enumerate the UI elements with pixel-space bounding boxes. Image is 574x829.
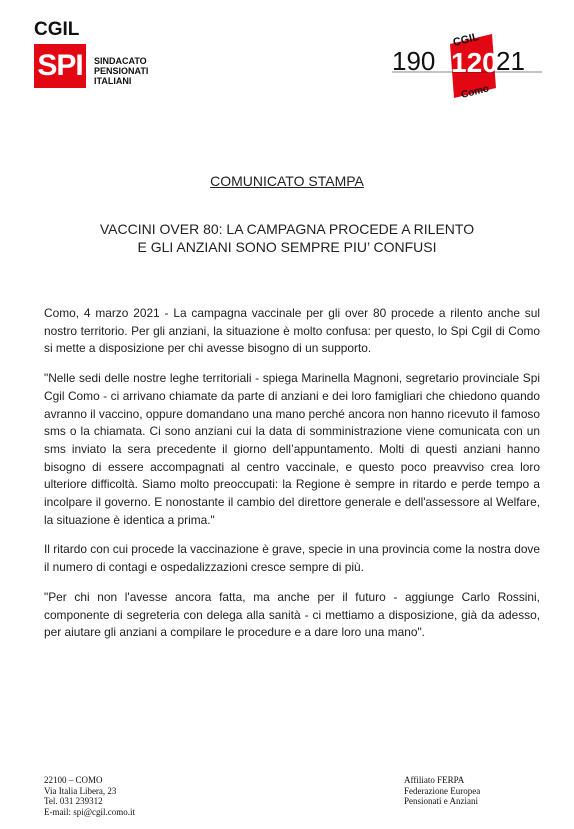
cgil-band-text: CGIL — [451, 30, 481, 49]
footer-line: Pensionati e Anziani — [404, 796, 478, 807]
footer-line: Affiliato FERPA — [404, 775, 465, 785]
footer-affiliation — [404, 775, 554, 807]
logo-subtitle — [94, 56, 184, 86]
footer-line: Tel. 031 239312 — [44, 796, 103, 807]
logo-subtitle-line: SINDACATO — [94, 56, 147, 66]
paragraph: "Nelle sedi delle nostre leghe territoriali - spiega Marinella Magnoni, segretario provinciale Spi Cgil Como - ci arrivano chiamate da parte di anziani e dei loro famigliari che chiedono quando avranno il vaccino, oppure domandano una mano perché ancora non hanno ricevuto il famoso sms o la chiamata. Ci sono anziani cui la data di somministrazione viene comunicata con un sms inviato la sera precedente il giorno dell’appuntamento. Molti di questi anziani hanno bisogno di essere accompagnati al centro vaccinale, e questo poco preavviso crea loro ulteriore difficoltà. Siamo molto preoccupati: la Regione è sempre in ritardo e perde tempo a incolpare il governo. E nonostante il cambio del direttore generale e dell'assessore al Welfare, la situazione è identica a prima." — [44, 371, 540, 527]
press-release-title: COMUNICATO STAMPA — [210, 173, 364, 189]
como-band-text: Como — [460, 83, 491, 101]
footer-line: 22100 – COMO — [44, 775, 103, 785]
anniversary-logo — [392, 22, 542, 102]
headline-line: VACCINI OVER 80: LA CAMPAGNA PROCEDE A RILENTO — [99, 221, 475, 237]
footer-contact — [44, 775, 244, 817]
paragraph: Il ritardo con cui procede la vaccinazione è grave, specie in una provincia come la nostra dove il numero di contagi e ospedalizzazioni cresce sempre di più. — [44, 542, 540, 575]
paragraph: "Per chi non l'avesse ancora fatta, ma anche per il futuro - aggiunge Carlo Rossini, componente di segreteria con delega alla sanità - ci mettiamo a disposizione, già da adesso, per aiutare gli anziani a compilare le procedure e a dare loro una mano". — [44, 589, 540, 640]
paragraph: Como, 4 marzo 2021 - La campagna vaccinale per gli over 80 procede a rilento anche sul nostro territorio. Per gli anziani, la situazione è molto confusa: per questo, lo Spi Cgil di Como si mette a disposizione per chi avesse bisogno di un supporto. — [44, 306, 540, 356]
headline — [0, 220, 574, 256]
year-start-text: 190 — [392, 46, 436, 76]
cgil-wordmark: CGIL — [34, 19, 80, 40]
footer-line: Via Italia Libera, 23 — [44, 785, 117, 796]
spi-red-block: SPI — [34, 44, 86, 88]
year-end-text: 21 — [496, 46, 525, 76]
footer-email[interactable]: E-mail: spi@cgil.como.it — [44, 806, 136, 817]
spi-cgil-logo — [34, 20, 184, 100]
year-mid-text: 120 — [451, 47, 498, 78]
anniversary-logo-graphic — [392, 22, 542, 102]
headline-line: E GLI ANZIANI SONO SEMPRE PIU’ CONFUSI — [137, 239, 437, 255]
article-body — [44, 305, 540, 654]
logo-subtitle-line: PENSIONATI — [94, 66, 149, 76]
logo-subtitle-line: ITALIANI — [94, 76, 132, 86]
footer-line: Federazione Europea — [404, 785, 481, 796]
